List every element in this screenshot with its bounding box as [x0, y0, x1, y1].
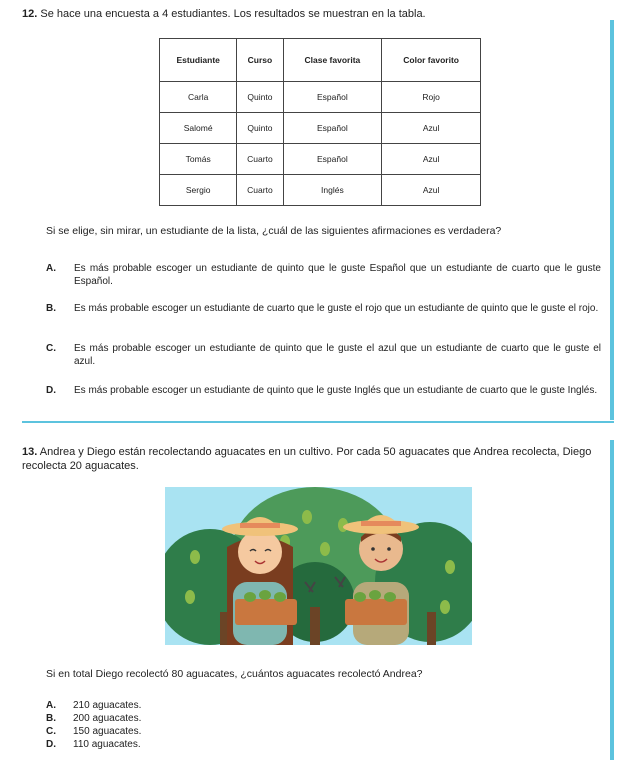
option-letter: B.: [46, 303, 56, 314]
option-letter: A.: [46, 263, 56, 274]
question-13-option-a[interactable]: [46, 700, 141, 711]
table-cell: Azul: [382, 113, 481, 144]
header-estudiante: Estudiante: [160, 39, 237, 82]
table-cell: Español: [283, 144, 382, 175]
question-13-option-d[interactable]: [46, 739, 141, 750]
table-cell: Cuarto: [237, 144, 283, 175]
question-12-option-c[interactable]: [46, 342, 601, 368]
table-cell: Inglés: [283, 175, 382, 206]
table-cell: Azul: [382, 144, 481, 175]
option-text: 200 aguacates.: [73, 713, 142, 724]
option-letter: D.: [46, 739, 56, 750]
right-accent-bar-bottom: [610, 440, 614, 760]
question-12-option-a[interactable]: [46, 262, 601, 288]
option-letter: C.: [46, 726, 56, 737]
option-letter: C.: [46, 343, 56, 354]
table-cell: Salomé: [160, 113, 237, 144]
option-text: 110 aguacates.: [73, 739, 141, 750]
table-cell: Tomás: [160, 144, 237, 175]
avocado-harvest-illustration: [165, 487, 472, 645]
option-text: Es más probable escoger un estudiante de quinto que le guste Español que un estudiante de cuarto que le guste Español.: [74, 263, 601, 287]
option-letter: D.: [46, 385, 56, 396]
question-12-option-b[interactable]: [46, 302, 601, 315]
table-cell: Español: [283, 113, 382, 144]
table-cell: Español: [283, 82, 382, 113]
option-text: Es más probable escoger un estudiante de quinto que le guste Inglés que un estudiante de cuarto que le guste Inglés.: [74, 385, 598, 396]
table-row: [160, 113, 481, 144]
question-12-number: 12.: [22, 8, 38, 20]
option-text: Es más probable escoger un estudiante de quinto que le guste el azul que un estudiante de cuarto que le guste el azul.: [74, 343, 601, 367]
question-13-statement: [22, 445, 602, 473]
avocado: [185, 590, 195, 604]
table-cell: Quinto: [237, 82, 283, 113]
right-accent-bar-top: [610, 20, 614, 420]
question-12-statement: [22, 7, 426, 21]
table-cell: Quinto: [237, 113, 283, 144]
avocado: [190, 550, 200, 564]
avocado: [445, 560, 455, 574]
option-text: 210 aguacates.: [73, 700, 142, 711]
table-cell: Cuarto: [237, 175, 283, 206]
option-text: Es más probable escoger un estudiante de cuarto que le guste el rojo que un estudiante de quinto que le guste el rojo.: [74, 303, 599, 314]
option-text: 150 aguacates.: [73, 726, 142, 737]
tree-trunk-right: [427, 612, 436, 645]
question-13-text: Andrea y Diego están recolectando aguacates en un cultivo. Por cada 50 aguacates que Andrea recolecta, Diego recolecta 20 aguacates.: [22, 446, 592, 472]
question-12-option-d[interactable]: [46, 384, 601, 397]
question-12-prompt: Si se elige, sin mirar, un estudiante de la lista, ¿cuál de las siguientes afirmaciones es verdadera?: [46, 225, 502, 237]
table-row: [160, 82, 481, 113]
header-clase: Clase favorita: [283, 39, 382, 82]
option-letter: A.: [46, 700, 56, 711]
avocado: [440, 600, 450, 614]
avocado: [320, 542, 330, 556]
table-cell: Sergio: [160, 175, 237, 206]
question-13-option-c[interactable]: [46, 726, 141, 737]
question-13-option-b[interactable]: [46, 713, 141, 724]
header-color: Color favorito: [382, 39, 481, 82]
header-curso: Curso: [237, 39, 283, 82]
avocado: [302, 510, 312, 524]
question-12-text: Se hace una encuesta a 4 estudiantes. Los resultados se muestran en la tabla.: [40, 8, 426, 20]
survey-table: [159, 38, 481, 206]
question-13-number: 13.: [22, 446, 38, 458]
tree-trunk-center: [310, 607, 320, 645]
question-13-prompt: Si en total Diego recolectó 80 aguacates, ¿cuántos aguacates recolectó Andrea?: [46, 668, 423, 680]
option-letter: B.: [46, 713, 56, 724]
table-row: [160, 175, 481, 206]
table-cell: Rojo: [382, 82, 481, 113]
survey-table-header: [160, 39, 481, 82]
table-cell: Carla: [160, 82, 237, 113]
table-row: [160, 144, 481, 175]
question-separator: [22, 421, 614, 423]
table-cell: Azul: [382, 175, 481, 206]
